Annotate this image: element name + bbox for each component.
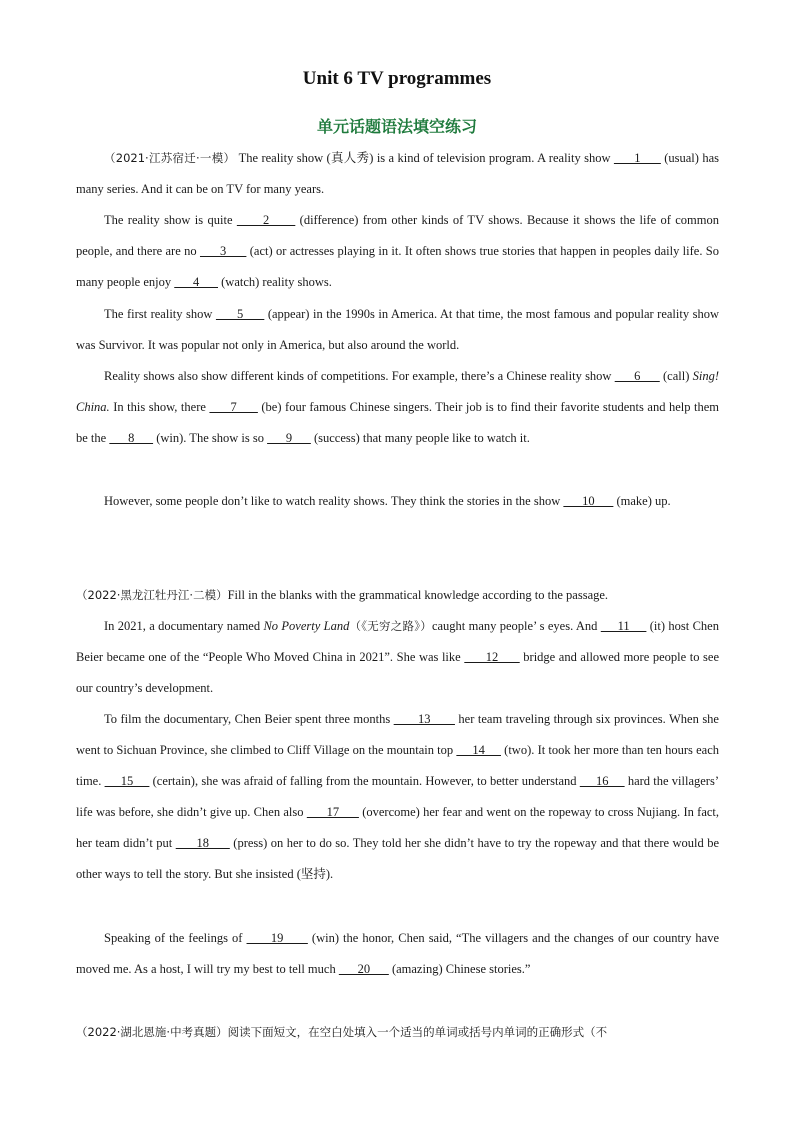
page-subtitle: 单元话题语法填空练习 [316,117,477,136]
passage2-paragraph3: Speaking of the feelings of 19 (win) the honor, Chen said, “The villagers and the changes of our country have moved me. As a host, I will try my best to tell much 20 (amazing) Chinese stories.” [76,931,720,976]
page-title: Unit 6 TV programmes [302,68,492,89]
blank-1[interactable]: 1 [613,151,661,165]
passage1-source: （2021·江苏宿迁·一模） [104,151,236,165]
passage1-paragraph1: （2021·江苏宿迁·一模） The reality show (真人秀) is a kind of television program. A reality show 1 (usual) has many series. And it can be on TV for many years. [76,151,719,196]
blank-14[interactable]: 14 [456,743,501,757]
blank-16[interactable]: 16 [579,774,625,788]
passage2-paragraph2: To film the documentary, Chen Beier spent three months 13 her team traveling through six provinces. When she went to Sichuan Province, she climbed to Cliff Village on the mountain top 14 (two). It took her more than ten hours each time. 15 (certain), she was afraid of falling from the mountain. However, to better understand 16 hard the villagers’ life was before, she didn’t give up. Chen also 17 (overcome) her fear and went on the ropeway to cross Nujiang. In fact, her team didn’t put 18 (press) on her to do so. They told her she didn’t have to try the ropeway and that there would be other ways to tell the story. But she insisted (坚持). [76,712,720,881]
passage1-paragraph3: The first reality show 5 (appear) in the 1990s in America. At that time, the most famous and popular reality show was Survivor. It was popular not only in America, but also around the world. [76,307,720,352]
blank-18[interactable]: 18 [175,836,230,850]
blank-10[interactable]: 10 [563,494,614,508]
passage2-instruction: （2022·黑龙江牡丹江·二模）Fill in the blanks with the grammatical knowledge according to the passage. [76,588,609,602]
blank-4[interactable]: 4 [174,275,218,289]
blank-9[interactable]: 9 [267,431,311,445]
blank-12[interactable]: 12 [464,650,520,664]
blank-19[interactable]: 19 [246,931,308,945]
blank-6[interactable]: 6 [614,369,660,383]
blank-3[interactable]: 3 [199,244,247,258]
passage1-paragraph4: Reality shows also show different kinds of competitions. For example, there’s a Chinese reality show 6 (call) Sing! China. In this show, there 7 (be) four famous Chinese singers. Their job is to find their favorite students and help them be the 8 (win). The show is so 9 (success) that many people like to watch it. [76,369,719,445]
blank-8[interactable]: 8 [109,431,154,445]
passage2-source: （2022·黑龙江牡丹江·二模） [76,588,228,602]
blank-2[interactable]: 2 [236,213,296,227]
passage1-paragraph2: The reality show is quite 2 (difference) from other kinds of TV shows. Because it shows the life of common people, and there are no 3 (act) or actresses playing in it. It often shows true stories that happen in peoples daily life. So many people enjoy 4 (watch) reality shows. [76,213,720,289]
blank-11[interactable]: 11 [600,619,647,633]
passage3-instruction: （2022·湖北恩施·中考真题）阅读下面短文，在空白处填入一个适当的单词或括号内单词的正确形式（不 [76,1025,608,1039]
passage3-source: （2022·湖北恩施·中考真题） [76,1025,228,1039]
blank-5[interactable]: 5 [215,307,265,321]
blank-17[interactable]: 17 [306,805,359,819]
passage1-paragraph5: However, some people don’t like to watch reality shows. They think the stories in the show 10 (make) up. [104,494,671,508]
blank-15[interactable]: 15 [104,774,150,788]
blank-7[interactable]: 7 [209,400,258,414]
passage2-paragraph1: In 2021, a documentary named No Poverty Land（《无穷之路》）caught many people’ s eyes. And 11 (it) host Chen Beier became one of the “People Who Moved China in 2021”. She was like 12 bridge and allowed more people to see our country’s development. [76,619,719,695]
blank-13[interactable]: 13 [393,712,455,726]
blank-20[interactable]: 20 [338,962,389,976]
